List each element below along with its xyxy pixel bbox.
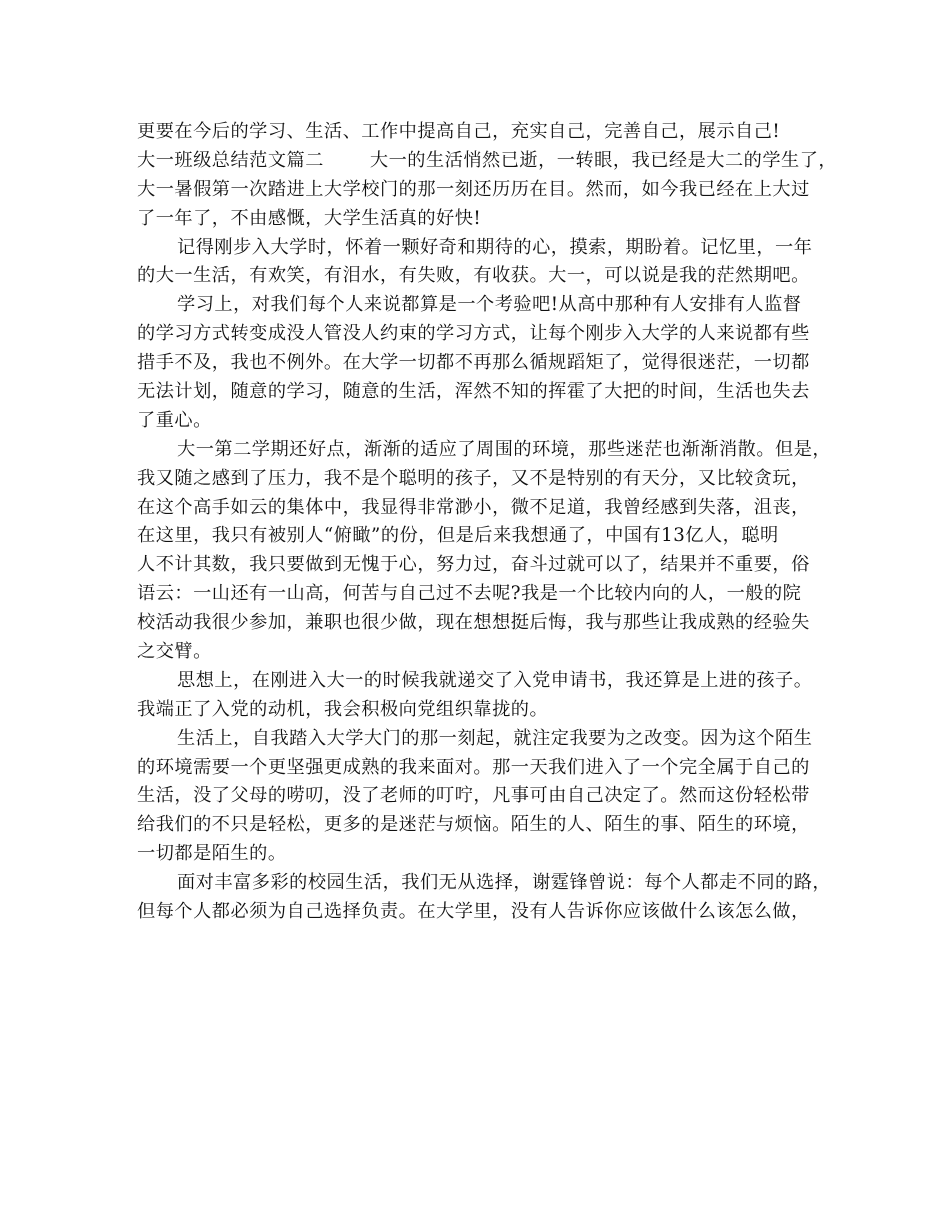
text-line: 生活上，自我踏入大学大门的那一刻起，就注定我要为之改变。因为这个陌生 [177,727,813,749]
text-line: 校活动我很少参加，兼职也很少做，现在想想挺后悔，我与那些让我成熟的经验失 [137,612,810,634]
text-line: 无法计划，随意的学习，随意的生活，浑然不知的挥霍了大把的时间，生活也失去 [137,381,810,403]
text-line: 人不计其数，我只要做到无愧于心，努力过，奋斗过就可以了，结果并不重要，俗 [137,554,810,576]
text-line: 在这个高手如云的集体中，我显得非常渺小，微不足道，我曾经感到失落，沮丧， [137,496,810,518]
text-line: 的大一生活，有欢笑，有泪水，有失败，有收获。大一，可以说是我的茫然期吧。 [137,265,810,287]
text-line: 一切都是陌生的。 [137,843,287,865]
text-line: 更要在今后的学习、生活、工作中提高自己，充实自己，完善自己，展示自己! [137,121,781,142]
paragraph-2 [137,234,827,292]
text-line: 思想上，在刚进入大一的时候我就递交了入党申请书，我还算是上进的孩子。 [177,669,813,691]
text-line: 面对丰富多彩的校园生活，我们无从选择，谢霆锋曾说：每个人都走不同的路， [177,872,832,894]
section-title: 大一班级总结范文篇二 [137,149,324,171]
paragraph-3 [137,291,827,435]
paragraph-1 [137,176,827,234]
text-line: 的学习方式转变成没人管没人约束的学习方式，让每个刚步入大学的人来说都有些 [137,323,810,345]
text-line: 在这里，我只有被别人“俯瞰”的份，但是后来我想通了，中国有13亿人，聪明 [137,525,779,547]
text-line: 之交臂。 [137,641,212,663]
text-line: 措手不及，我也不例外。在大学一切都不再那么循规蹈矩了，觉得很迷茫，一切都 [137,352,810,374]
text-line: 了重心。 [137,409,212,431]
section-first-line: 大一的生活悄然已逝，一转眼，我已经是大二的学生了， [369,149,838,171]
text-line: 给我们的不只是轻松，更多的是迷茫与烦恼。陌生的人、陌生的事、陌生的环境， [137,814,810,836]
text-line: 语云：一山还有一山高，何苦与自己过不去呢?我是一个比较内向的人，一般的院 [137,583,802,605]
document-body [137,118,838,927]
text-line: 大一第二学期还好点，渐渐的适应了周围的环境，那些迷茫也渐渐消散。但是， [177,438,832,460]
section-heading-line [137,147,838,176]
paragraph-6 [137,725,827,869]
text-line: 但每个人都必须为自己选择负责。在大学里，没有人告诉你应该做什么该怎么做， [137,901,810,923]
text-line: 大一暑假第一次踏进上大学校门的那一刻还历历在目。然而，如今我已经在上大过 [137,178,810,200]
text-line: 我又随之感到了压力，我不是个聪明的孩子，又不是特别的有天分，又比较贪玩， [137,467,810,489]
text-line: 生活，没了父母的唠叨，没了老师的叮咛，凡事可由自己决定了。然而这份轻松带 [137,785,810,807]
paragraph-5 [137,667,827,725]
text-line: 的环境需要一个更坚强更成熟的我来面对。那一天我们进入了一个完全属于自己的 [137,756,810,778]
paragraph-4 [137,436,832,667]
text-line: 我端正了入党的动机，我会积极向党组织靠拢的。 [137,698,549,720]
paragraph-7 [137,869,832,927]
text-line: 学习上，对我们每个人来说都算是一个考验吧!从高中那种有人安排有人监督 [177,294,802,316]
text-line: 了一年了，不由感慨，大学生活真的好快! [137,207,482,229]
text-line: 记得刚步入大学时，怀着一颗好奇和期待的心，摸索，期盼着。记忆里，一年 [177,236,813,258]
